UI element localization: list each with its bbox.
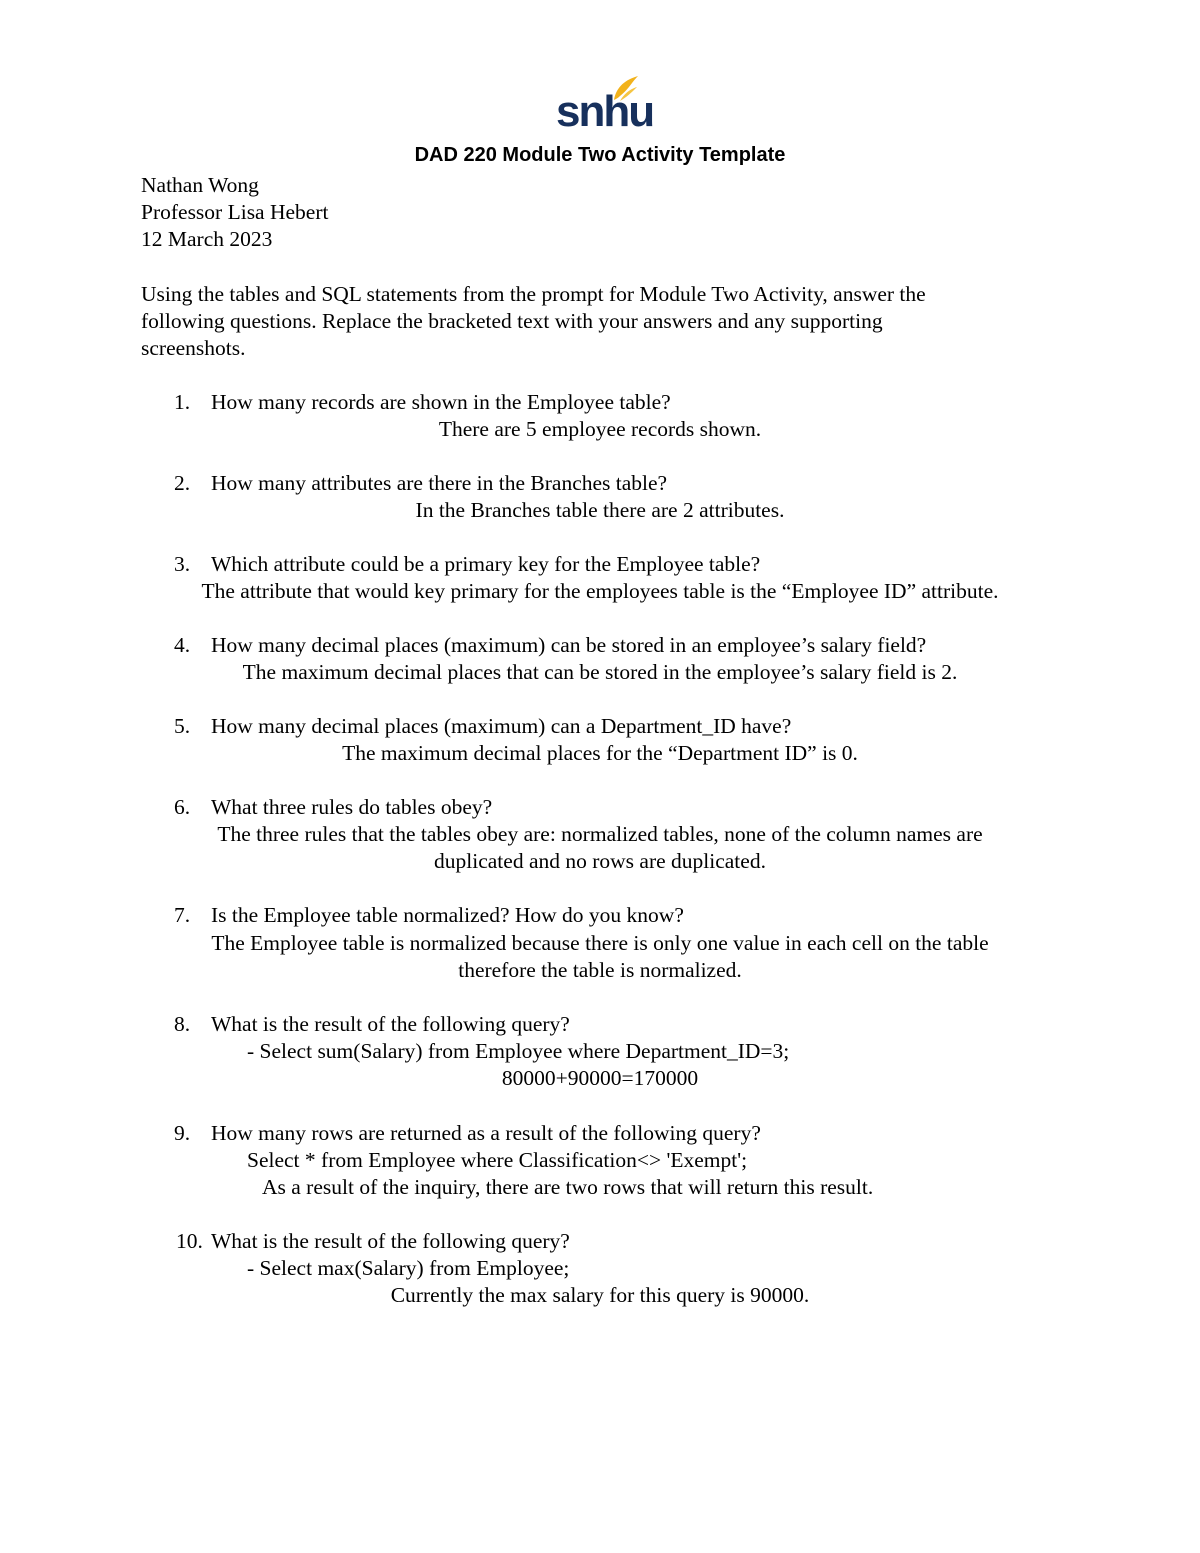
answer-text: In the Branches table there are 2 attributes. — [415, 498, 785, 522]
question-text: What three rules do tables obey? — [211, 795, 493, 819]
intro-line-1: Using the tables and SQL statements from the prompt for Module Two Activity, answer the — [141, 282, 926, 306]
question-text: Is the Employee table normalized? How do you know? — [211, 903, 684, 927]
answer-text: duplicated and no rows are duplicated. — [434, 849, 766, 873]
question-number: 6. — [174, 795, 191, 819]
answer-text: 80000+90000=170000 — [501, 1066, 699, 1090]
answer-text: As a result of the inquiry, there are two rows that will return this result. — [262, 1175, 874, 1199]
sql-query: - Select max(Salary) from Employee; — [247, 1256, 570, 1280]
snhu-logo — [556, 74, 654, 136]
question-text: How many attributes are there in the Branches table? — [211, 471, 668, 495]
logo-wordmark: snhu — [556, 87, 654, 136]
question-text: How many decimal places (maximum) can be stored in an employee’s salary field? — [211, 633, 927, 657]
question-number: 7. — [174, 903, 191, 927]
answer-text: The attribute that would key primary for the employees table is the “Employee ID” attribute. — [201, 579, 999, 603]
question-text: What is the result of the following query? — [211, 1229, 570, 1253]
question-text: How many records are shown in the Employee table? — [211, 390, 671, 414]
answer-text: The maximum decimal places that can be stored in the employee’s salary field is 2. — [242, 660, 958, 684]
intro-line-2: following questions. Replace the bracketed text with your answers and any supporting — [141, 309, 883, 333]
question-number: 5. — [174, 714, 191, 738]
question-number: 10. — [176, 1229, 203, 1253]
question-text: Which attribute could be a primary key for the Employee table? — [211, 552, 761, 576]
submission-date: 12 March 2023 — [141, 227, 273, 251]
question-number: 8. — [174, 1012, 191, 1036]
answer-text: There are 5 employee records shown. — [438, 417, 762, 441]
answer-text: therefore the table is normalized. — [458, 958, 742, 982]
question-text: How many rows are returned as a result of the following query? — [211, 1121, 761, 1145]
answer-text: Currently the max salary for this query is 90000. — [390, 1283, 810, 1307]
question-number: 1. — [174, 390, 191, 414]
question-number: 2. — [174, 471, 191, 495]
answer-text: The three rules that the tables obey are: normalized tables, none of the column names are — [217, 822, 983, 846]
answer-text: The Employee table is normalized because there is only one value in each cell on the table — [211, 931, 989, 955]
question-number: 3. — [174, 552, 191, 576]
student-name: Nathan Wong — [141, 173, 259, 197]
answer-text: The maximum decimal places for the “Department ID” is 0. — [342, 741, 858, 765]
question-text: How many decimal places (maximum) can a Department_ID have? — [211, 714, 792, 738]
professor-name: Professor Lisa Hebert — [141, 200, 329, 224]
intro-line-3: screenshots. — [141, 336, 246, 360]
question-number: 9. — [174, 1121, 191, 1145]
sql-query: Select * from Employee where Classification<> 'Exempt'; — [247, 1148, 748, 1172]
sql-query: - Select sum(Salary) from Employee where Department_ID=3; — [247, 1039, 790, 1063]
question-text: What is the result of the following query? — [211, 1012, 570, 1036]
document-title: DAD 220 Module Two Activity Template — [414, 144, 786, 166]
question-number: 4. — [174, 633, 191, 657]
